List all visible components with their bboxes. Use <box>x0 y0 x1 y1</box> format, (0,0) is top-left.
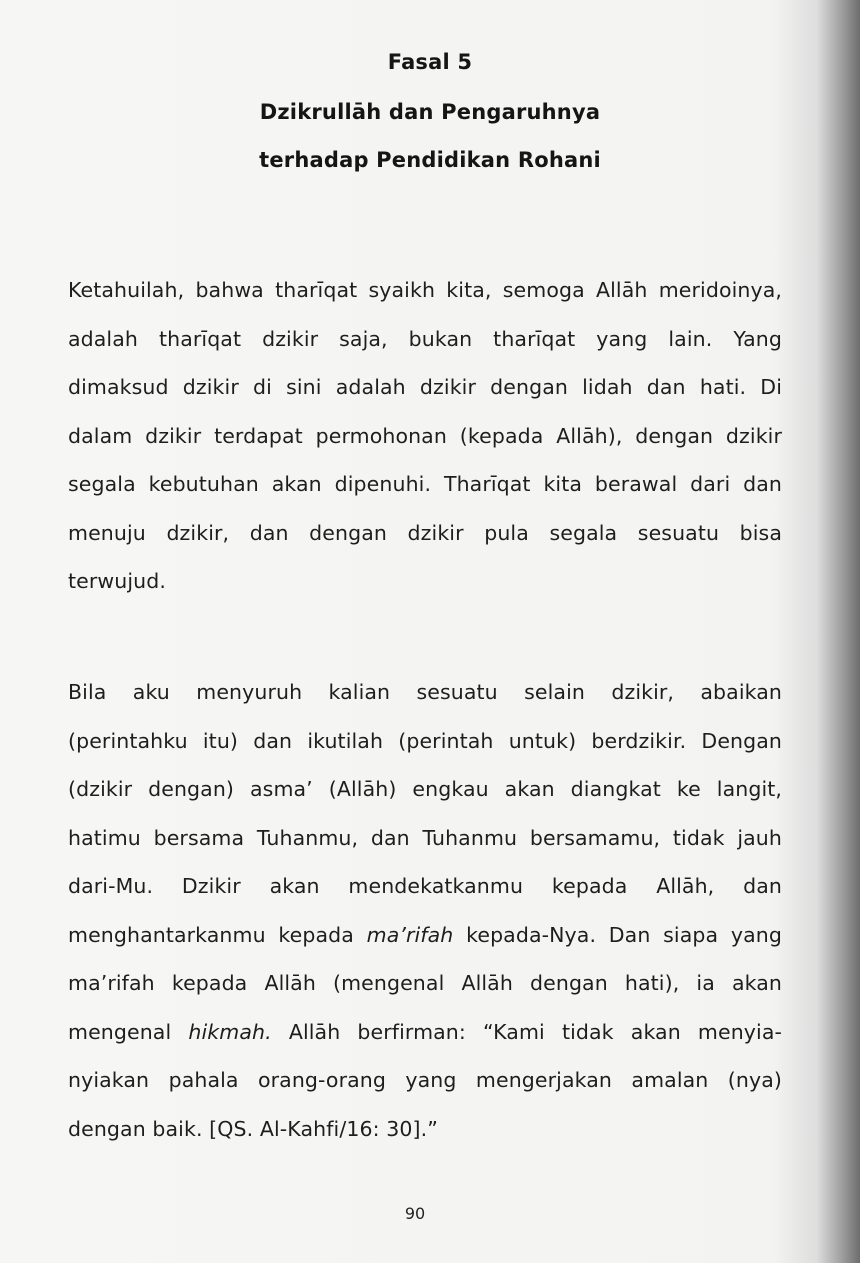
paragraph-1-line: adalah tharīqat dzikir saja, bukan tharīqat yang lain. Yang <box>68 326 782 351</box>
paragraph-2-line: dengan baik. [QS. Al-Kahfi/16: 30].” <box>68 1116 438 1141</box>
chapter-label: Fasal 5 <box>387 50 473 74</box>
paragraph-1-line: dalam dzikir terdapat permohonan (kepada Allāh), dengan dzikir <box>68 423 782 448</box>
page-number: 90 <box>404 1204 426 1223</box>
paragraph-2-line <box>68 1008 782 1057</box>
paragraph-1-line: dimaksud dzikir di sini adalah dzikir dengan lidah dan hati. Di <box>68 375 782 399</box>
paragraph-1 <box>68 266 782 606</box>
italic-term-marifah: ma’rifah <box>366 922 454 947</box>
paragraph-2 <box>68 668 782 1153</box>
line-text: menghantarkanmu kepada <box>68 922 367 947</box>
paragraph-2-line: nyiakan pahala orang-orang yang mengerjakan amalan (nya) <box>68 1068 782 1092</box>
italic-term-hikmah: hikmah. <box>188 1019 272 1044</box>
paragraph-2-line: (perintahku itu) dan ikutilah (perintah untuk) berdzikir. Dengan <box>68 728 782 753</box>
chapter-title-line-2: terhadap Pendidikan Rohani <box>259 148 601 172</box>
paragraph-2-line: (dzikir dengan) asma’ (Allāh) engkau akan diangkat ke langit, <box>68 777 782 801</box>
paragraph-1-line: Ketahuilah, bahwa tharīqat syaikh kita, semoga Allāh meridoinya, <box>68 278 782 302</box>
paragraph-2-line: dari-Mu. Dzikir akan mendekatkanmu kepada Allāh, dan <box>68 874 782 898</box>
paragraph-1-line: segala kebutuhan akan dipenuhi. Tharīqat kita berawal dari dan <box>68 472 782 496</box>
line-text: mengenal <box>68 1019 189 1044</box>
paragraph-1-line: terwujud. <box>68 569 166 593</box>
paragraph-1-line: menuju dzikir, dan dengan dzikir pula segala sesuatu bisa <box>68 520 782 545</box>
line-text: kepada-Nya. Dan siapa yang <box>453 922 782 947</box>
paragraph-2-line: hatimu bersama Tuhanmu, dan Tuhanmu bersamamu, tidak jauh <box>68 825 782 850</box>
paragraph-2-line: Bila aku menyuruh kalian sesuatu selain dzikir, abaikan <box>68 680 782 704</box>
line-text: Allāh berfirman: “Kami tidak akan menyia- <box>271 1019 782 1044</box>
chapter-title-line-1: Dzikrullāh dan Pengaruhnya <box>259 100 601 124</box>
paragraph-2-line: ma’rifah kepada Allāh (mengenal Allāh dengan hati), ia akan <box>68 971 782 995</box>
paragraph-2-line <box>68 911 782 960</box>
